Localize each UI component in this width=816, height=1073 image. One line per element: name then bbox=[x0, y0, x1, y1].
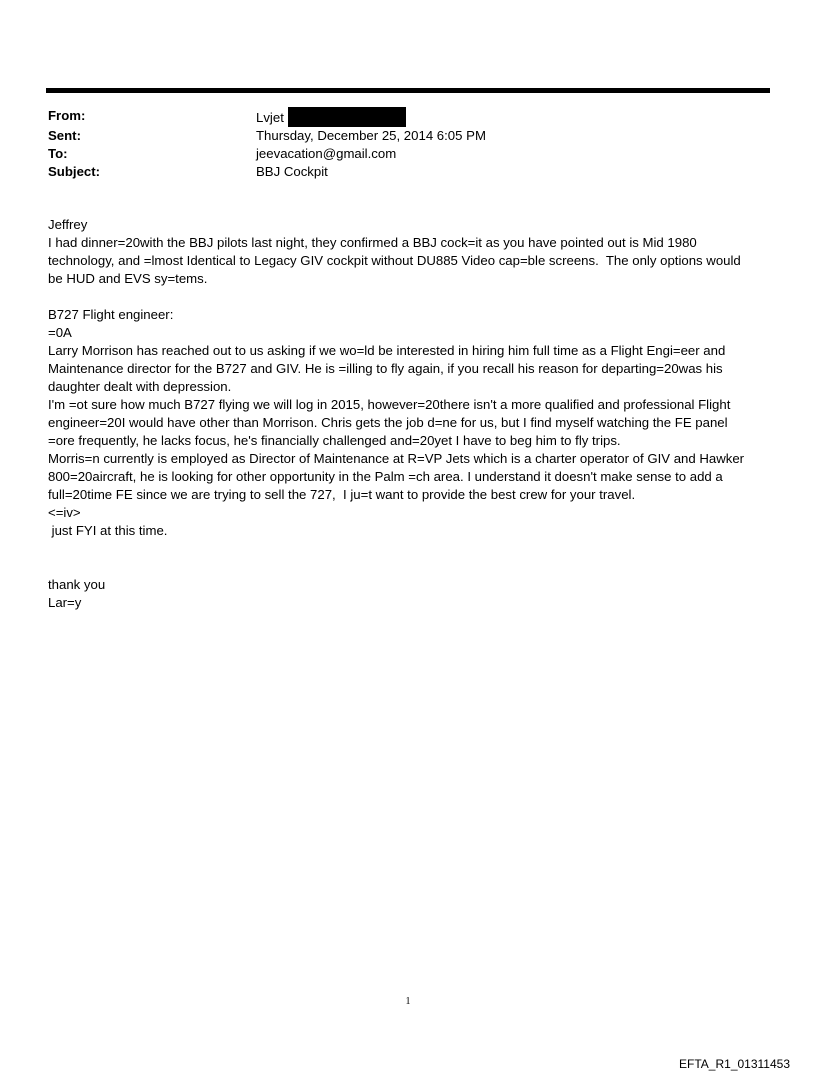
body-line: <=iv> bbox=[48, 505, 81, 520]
email-body bbox=[48, 216, 770, 612]
to-label: To: bbox=[48, 146, 68, 161]
header-rule bbox=[46, 88, 770, 93]
body-line: just FYI at this time. bbox=[48, 523, 168, 538]
signoff-line: thank you bbox=[48, 577, 106, 592]
from-sender: Lvjet bbox=[256, 110, 284, 125]
sent-label: Sent: bbox=[48, 128, 81, 143]
body-line: B727 Flight engineer: bbox=[48, 307, 174, 322]
body-line: Larry Morrison has reached out to us asking if we wo=ld be interested in hiring him full time as a Flight Engi=eer and bbox=[48, 343, 726, 358]
subject-value: BBJ Cockpit bbox=[256, 164, 328, 179]
email-header bbox=[48, 107, 768, 181]
body-line: be HUD and EVS sy=tems. bbox=[48, 271, 208, 286]
body-line: technology, and =lmost Identical to Legacy GIV cockpit without DU885 Video cap=ble screens. The only options would bbox=[48, 253, 741, 268]
body-line: =ore frequently, he lacks focus, he's financially challenged and=20yet I have to beg him to fly trips. bbox=[48, 433, 621, 448]
from-value bbox=[256, 107, 768, 127]
page-number: 1 bbox=[405, 996, 411, 1007]
body-line: full=20time FE since we are trying to sell the 727, I ju=t want to provide the best crew for your travel. bbox=[48, 487, 636, 502]
document-id: EFTA_R1_01311453 bbox=[679, 1057, 790, 1071]
body-line: I had dinner=20with the BBJ pilots last night, they confirmed a BBJ cock=it as you have pointed out is Mid 1980 bbox=[48, 235, 697, 250]
body-line: =0A bbox=[48, 325, 72, 340]
spacer bbox=[48, 540, 770, 558]
subject-row bbox=[48, 163, 768, 181]
redaction-box bbox=[288, 107, 406, 127]
body-line: 800=20aircraft, he is looking for other opportunity in the Palm =ch area. I understand it doesn't make sense to add a bbox=[48, 469, 723, 484]
sent-value: Thursday, December 25, 2014 6:05 PM bbox=[256, 128, 486, 143]
body-line: daughter dealt with depression. bbox=[48, 379, 232, 394]
signature-line: Lar=y bbox=[48, 595, 82, 610]
spacer bbox=[48, 558, 770, 576]
subject-label: Subject: bbox=[48, 164, 101, 179]
to-value: jeevacation@gmail.com bbox=[256, 146, 397, 161]
sent-row bbox=[48, 127, 768, 145]
body-line: I'm =ot sure how much B727 flying we will log in 2015, however=20there isn't a more qualified and professional Flight bbox=[48, 397, 731, 412]
body-line: Maintenance director for the B727 and GIV. He is =illing to fly again, if you recall his reason for departing=20was his bbox=[48, 361, 723, 376]
body-line: Jeffrey bbox=[48, 217, 88, 232]
to-row bbox=[48, 145, 768, 163]
body-line: engineer=20I would have other than Morrison. Chris gets the job d=ne for us, but I find myself watching the FE panel bbox=[48, 415, 728, 430]
from-row bbox=[48, 107, 768, 127]
from-label: From: bbox=[48, 108, 86, 123]
body-line: Morris=n currently is employed as Director of Maintenance at R=VP Jets which is a charter operator of GIV and Hawker bbox=[48, 451, 745, 466]
spacer bbox=[48, 288, 770, 306]
